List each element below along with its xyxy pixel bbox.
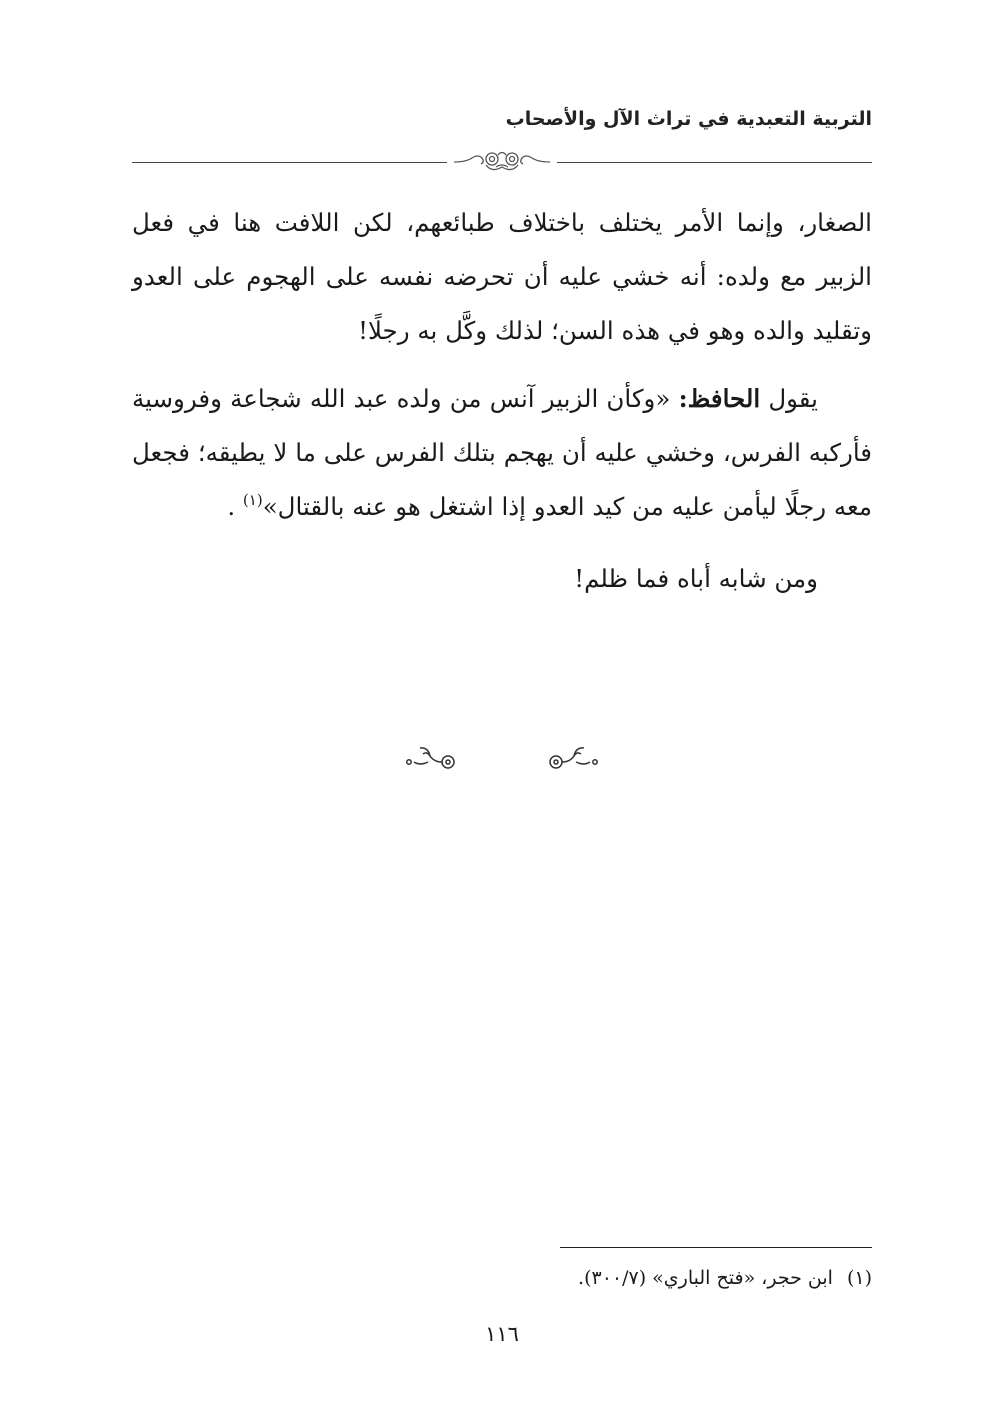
- paragraph-3: ومن شابه أباه فما ظلم!: [574, 564, 818, 593]
- speaker-name: الحافظ:: [678, 384, 761, 413]
- footnote: [132, 1262, 872, 1294]
- paragraph-1: الصغار، وإنما الأمر يختلف باختلاف طبائعهم، لكن اللافت هنا في فعل الزبير مع ولده: أنه خشي عليه أن تحرضه نفسه على الهجوم على العدو وتقليد والده وهو في هذه السن؛ لذلك وكَّل به رجلًا!: [132, 208, 872, 345]
- paragraph-2: [132, 372, 872, 534]
- quotation: «وكأن الزبير آنس من ولده عبد الله شجاعة وفروسية فأركبه الفرس، وخشي عليه أن يهجم بتلك الفرس على ما لا يطيقه؛ فجعل معه رجلًا ليأمن عليه من كيد العدو إذا اشتغل هو عنه بالقتال»: [132, 384, 872, 521]
- header-ornament-icon: [447, 145, 557, 179]
- footnote-text: ابن حجر، «فتح الباري» (٣٠٠/٧).: [578, 1267, 833, 1289]
- body-text: [132, 196, 872, 606]
- paragraph-2-intro: يقول: [760, 384, 818, 413]
- flourish-left-icon: [546, 745, 602, 779]
- page-number: ١١٦: [485, 1322, 519, 1346]
- footnote-separator: [560, 1247, 872, 1248]
- footnote-number: (١): [846, 1267, 872, 1289]
- footnote-reference[interactable]: (١): [242, 491, 263, 509]
- flourish-right-icon: [402, 745, 458, 779]
- section-divider: [402, 742, 602, 782]
- paragraph-2-end: .: [227, 492, 243, 521]
- running-header: التربية التعبدية في تراث الآل والأصحاب: [505, 108, 872, 130]
